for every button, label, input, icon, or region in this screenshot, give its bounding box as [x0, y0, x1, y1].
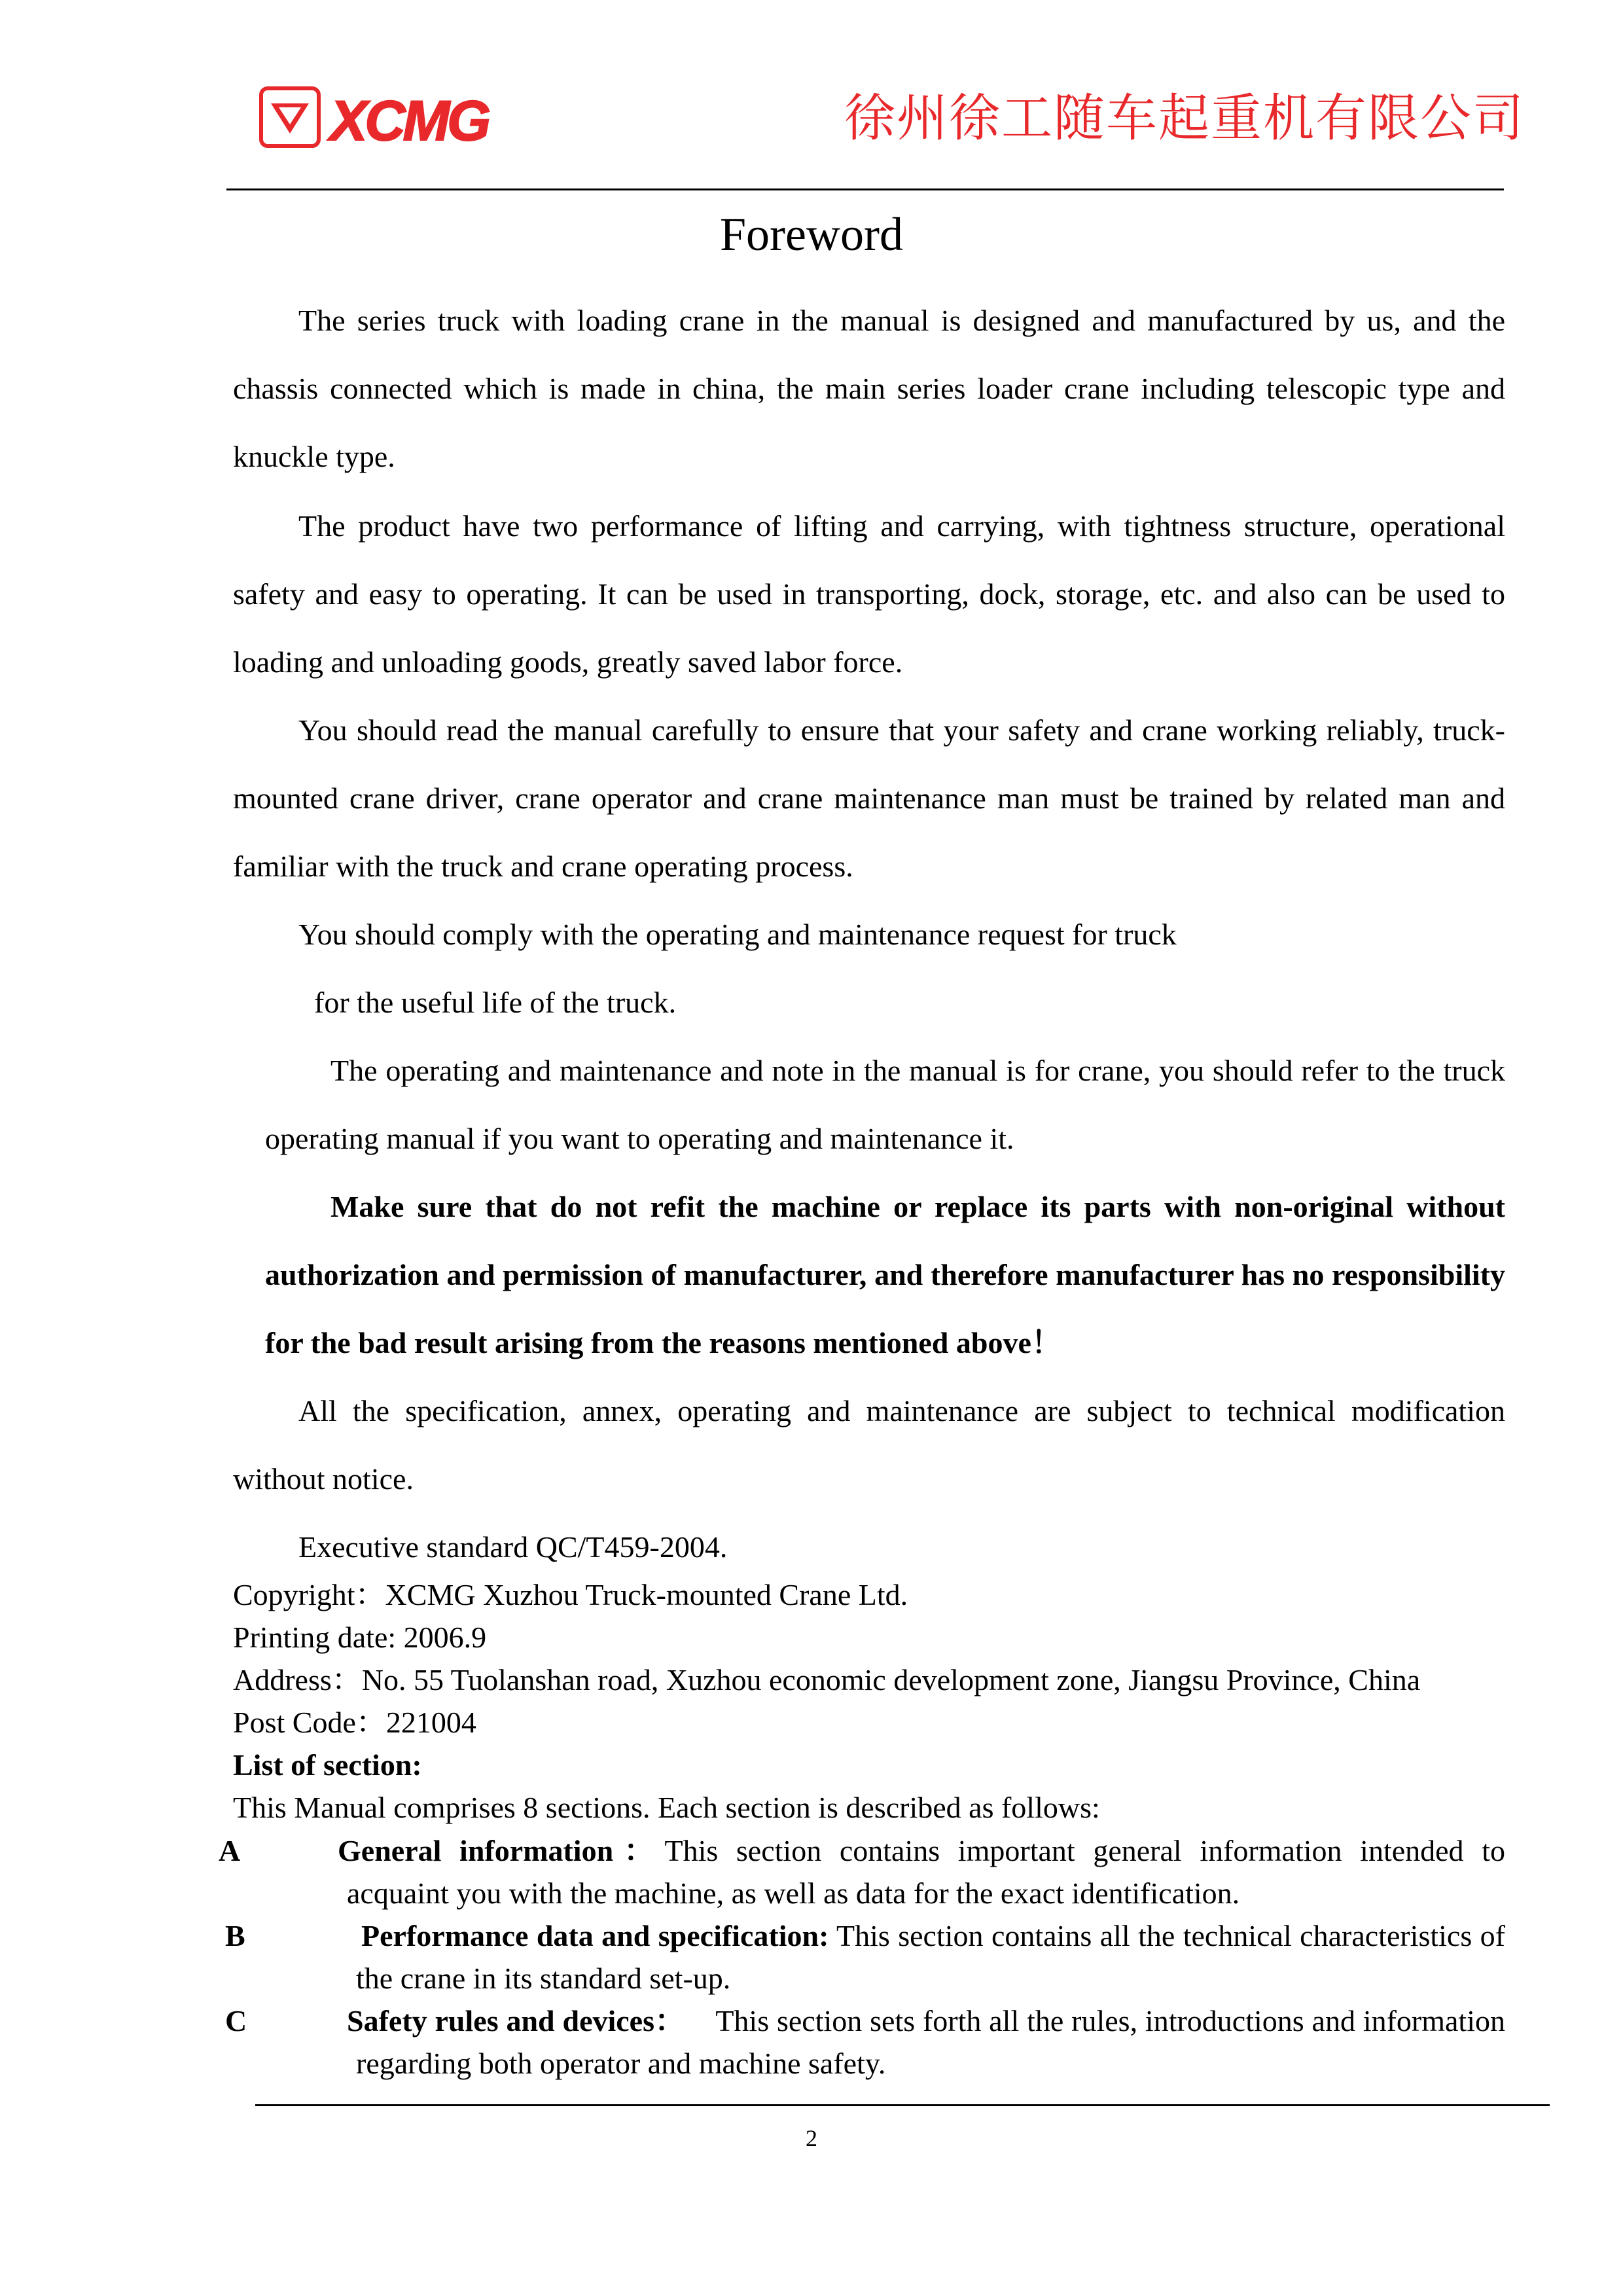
page-number: 2	[806, 2125, 817, 2151]
section-description: This section sets forth all the rules, introductions and information regarding both operator and machine safety.	[356, 2004, 1513, 2080]
logo-text: XCMG	[330, 90, 488, 151]
section-letter: C	[225, 2004, 247, 2037]
section-item-b	[225, 1914, 1506, 2000]
list-heading: List of section:	[233, 1748, 422, 1782]
paragraph-intro: The series truck with loading crane in the manual is designed and manufactured by us, and the chassis connected which is made in china, the main series loader crane including telescopic type and knuckle type.	[233, 304, 1505, 473]
section-letter: B	[225, 1919, 245, 1952]
page-title: Foreword	[720, 208, 903, 260]
paragraph-standard: Executive standard QC/T459-2004.	[298, 1530, 728, 1564]
section-item-a	[219, 1829, 1505, 1914]
section-name: Safety rules and devices：	[347, 2004, 685, 2037]
section-description: This section contains all the technical characteristics of the crane in its standard set-up.	[356, 1919, 1506, 1995]
footer-divider	[255, 2104, 1550, 2106]
paragraph-warning: Make sure that do not refit the machine or replace its parts with non-original without authorization and permission of manufacturer, and therefore manufacturer has no responsibility for the bad result arising from the reasons mentioned above！	[265, 1190, 1505, 1359]
header-divider	[226, 188, 1504, 190]
section-name: General information：	[338, 1834, 665, 1867]
post-code-line: Post Code：221004	[233, 1706, 476, 1739]
paragraph-comply: You should comply with the operating and maintenance request for truck	[298, 918, 1177, 951]
section-name: Performance data and specification:	[361, 1919, 829, 1952]
list-intro: This Manual comprises 8 sections. Each section is described as follows:	[233, 1791, 1100, 1824]
printing-date-line: Printing date: 2006.9	[233, 1621, 487, 1654]
section-letter: A	[219, 1834, 241, 1867]
section-description: This section contains important general information intended to acquaint you with the machine, as well as data for the exact identification.	[347, 1834, 1505, 1910]
address-line: Address：No. 55 Tuolanshan road, Xuzhou economic development zone, Jiangsu Province, China	[233, 1663, 1421, 1696]
paragraph-truck-manual: The operating and maintenance and note in the manual is for crane, you should refer to the truck operating manual if you want to operating and maintenance it.	[265, 1054, 1505, 1155]
copyright-line: Copyright：XCMG Xuzhou Truck-mounted Crane Ltd.	[233, 1578, 908, 1611]
xcmg-logo-icon	[259, 85, 542, 151]
company-name: 徐州徐工随车起重机有限公司	[844, 89, 1525, 148]
paragraph-specification: All the specification, annex, operating and maintenance are subject to technical modification without notice.	[233, 1394, 1505, 1496]
paragraph-read-manual: You should read the manual carefully to ensure that your safety and crane working reliably, truck-mounted crane driver, crane operator and crane maintenance man must be trained by related man and familiar with the truck and crane operating process.	[233, 713, 1505, 883]
paragraph-performance: The product have two performance of lifting and carrying, with tightness structure, operational safety and easy to operating. It can be used in transporting, dock, storage, etc. and also can be used to loading and unloading goods, greatly saved labor force.	[233, 509, 1505, 679]
paragraph-useful-life: for the useful life of the truck.	[314, 986, 677, 1019]
section-item-c	[225, 2000, 1513, 2085]
